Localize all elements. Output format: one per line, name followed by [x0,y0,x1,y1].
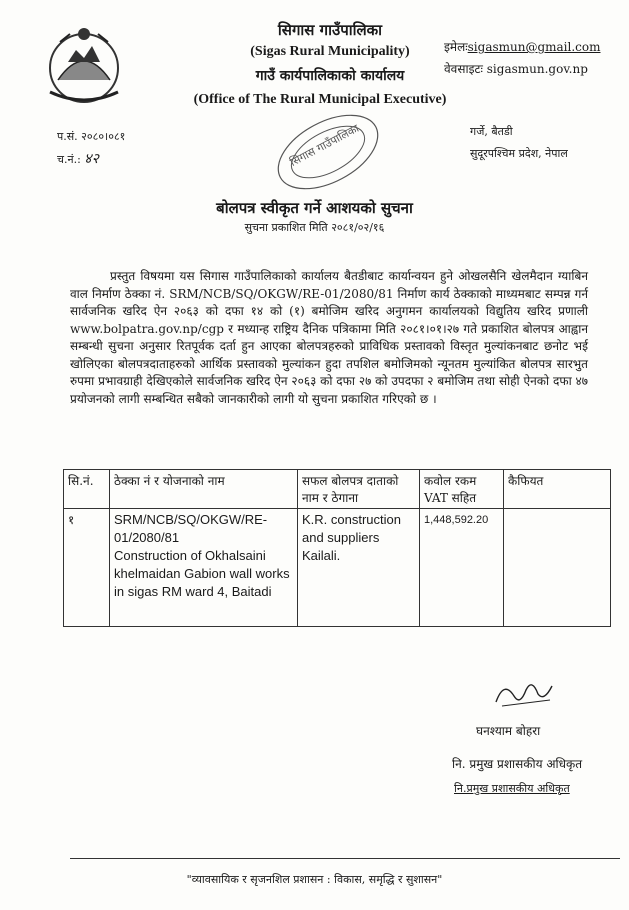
exec-office-np: गाउँ कार्यपालिकाको कार्यालय [255,68,405,84]
signature-icon [492,672,558,712]
email-link[interactable]: sigasmun@gmail.com [467,40,601,54]
col-header-bidder: सफल बोलपत्र दाताको नाम र ठेगाना [298,470,420,509]
address-line-2: सुदूरपश्चिम प्रदेश, नेपाल [470,147,568,160]
address-line-1: गर्जे, बैतडी [470,125,513,138]
cell-contract [110,509,298,627]
notice-published-date: सुचना प्रकाशित मिति २०८१/०२/१६ [244,221,385,234]
office-name-np: सिगास गाउँपालिका [277,21,383,39]
footer-motto: "व्यावसायिक र सृजनशिल प्रशासन : विकास, समृद्धि र सुशासन" [186,873,443,886]
exec-office-en: (Office of The Rural Municipal Executive) [193,92,447,107]
designation-stamp: नि.प्रमुख प्रशासकीय अधिकृत [454,782,570,795]
col-header-sn: सि.नं. [64,470,110,509]
website-label: वेवसाइटः [444,62,483,76]
contract-number: SRM/NCB/SQ/OKGW/RE-01/2080/81 [114,512,268,545]
notice-title: बोलपत्र स्वीकृत गर्ने आशयको सुचना [216,199,413,217]
website-line [444,60,588,77]
dispatch-number: ४२ [84,151,99,167]
office-stamp-icon [268,108,388,196]
fiscal-ref: प.सं. २०८०।०८१ [57,130,126,143]
email-label: इमेलः [444,40,468,54]
cell-amount: 1,448,592.20 [420,509,504,627]
email-line [444,38,601,55]
table-header-row [64,470,611,509]
cell-remarks [504,509,611,627]
cell-bidder: K.R. construction and suppliers Kailali. [298,509,420,627]
col-header-remarks: कैफियत [504,470,611,509]
office-name-en: (Sigas Rural Municipality) [250,44,410,59]
table-row [64,509,611,627]
signatory-designation: नि. प्रमुख प्रशासकीय अधिकृत [452,757,583,771]
svg-text:सिगास गाउँपालिका: सिगास गाउँपालिका [287,121,362,169]
website-link[interactable]: sigasmun.gov.np [486,62,588,76]
cell-sn: १ [64,509,110,627]
col-header-contract: ठेक्का नं र योजनाको नाम [110,470,298,509]
col-header-amount: कवोल रकम VAT सहित [420,470,504,509]
signatory-name: घनश्याम बोहरा [476,724,541,738]
notice-body: प्रस्तुत विषयमा यस सिगास गाउँपालिकाको कार्यालय बैतडीबाट कार्यान्वयन हुने ओखलसैनि खेलमैदान ग्याबिन वाल निर्माण ठेक्का नं. SRM/NCB/SQ/OKGW/RE-01/2080/81 निर्माण कार्य ठेक्काको माध्यमबाट सम्पन्न गर्न सार्वजनिक खरिद ऐन २०६३ को दफा १४ को (१) बमोजिम खरिद अनुगमन कार्यालयको विद्युतिय खरिद प्रणाली www.bolpatra.gov.np/cgp र मध्यान्ह राष्ट्रिय दैनिक पत्रिकामा मिति २०८१।०१।२७ गते प्रकाशित बोलपत्र आह्वान सम्बन्धी सुचना अनुसार रितपूर्वक दर्ता हुन आएका बोलपत्रहरुको प्राविधिक प्रस्तावको विस्तृत मुल्यांकनबाट छनोट भई खोलिएका बोलपत्रदाताहरुको आर्थिक प्रस्तावको मुल्यांकन हुदा तपशिल बमोजिमको न्यूनतम मुल्यांकित बोलपत्र सारभुत रुपमा प्रभावग्राही देखिएकोले सार्वजनिक खरिद ऐन २०६३ को दफा २७ को उपदफा २ बमोजिम तथा सोही ऐनको दफा ४७ प्रयोजनको लागी सम्बन्धित सबैको जानकारीको लागी यो सुचना प्रकाशित गरिएको छ । [70,269,588,406]
nepal-emblem-icon [40,22,128,110]
dispatch-label: च.नं.: [57,153,81,166]
award-table [63,469,611,627]
dispatch-ref [57,149,99,168]
project-name: Construction of Okhalsaini khelmaidan Gabion wall works in sigas RM ward 4, Baitadi [114,548,290,599]
footer-divider [70,858,620,859]
